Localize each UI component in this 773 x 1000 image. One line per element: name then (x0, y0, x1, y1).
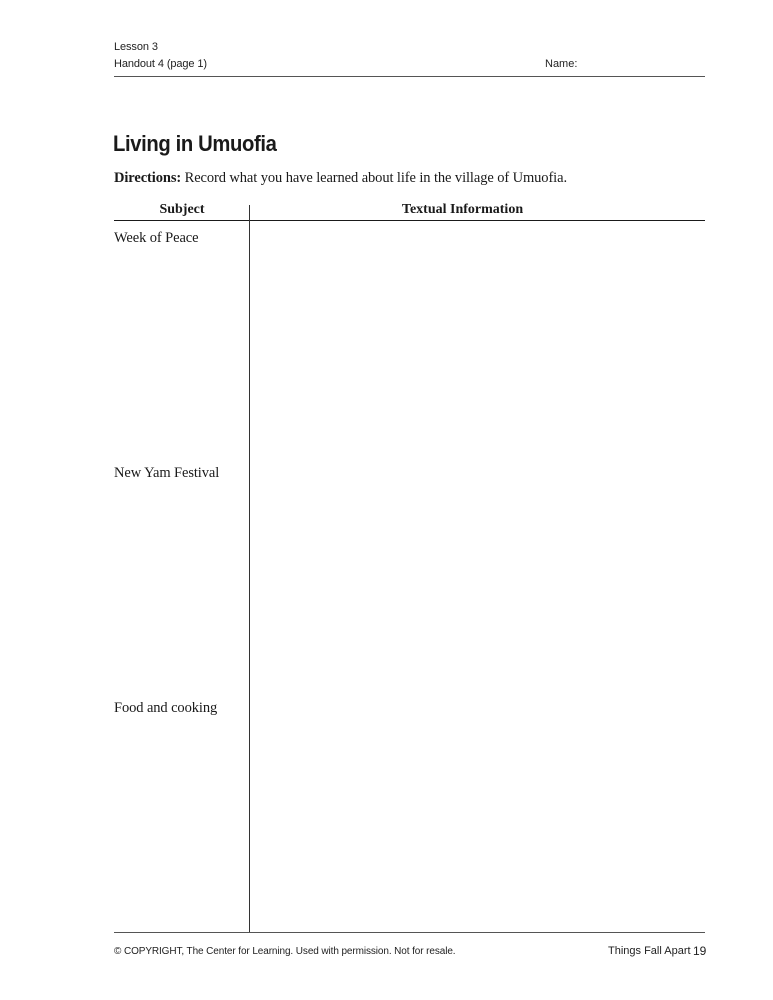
name-field-label: Name: (545, 58, 578, 70)
header-divider (114, 76, 705, 77)
column-header-subject: Subject (159, 202, 205, 217)
subject-food-and-cooking: Food and cooking (114, 700, 218, 716)
handout-label: Handout 4 (page 1) (114, 58, 207, 70)
column-header-textual-information: Textual Information (401, 202, 524, 217)
page-title: Living in Umuofia (113, 131, 277, 156)
subject-new-yam-festival: New Yam Festival (114, 465, 220, 481)
directions-text: Record what you have learned about life in the village of Umuofia. (181, 170, 567, 186)
subject-week-of-peace: Week of Peace (114, 230, 199, 246)
book-title: Things Fall Apart (608, 945, 691, 957)
lesson-label: Lesson 3 (114, 41, 158, 53)
directions-label: Directions: (114, 170, 182, 186)
copyright-notice: © COPYRIGHT, The Center for Learning. Used with permission. Not for resale. (114, 946, 456, 957)
page-number: 19 (693, 944, 707, 958)
table-header-rule (114, 220, 705, 221)
footer-divider (114, 932, 705, 933)
directions (114, 170, 567, 187)
column-divider (249, 205, 250, 932)
